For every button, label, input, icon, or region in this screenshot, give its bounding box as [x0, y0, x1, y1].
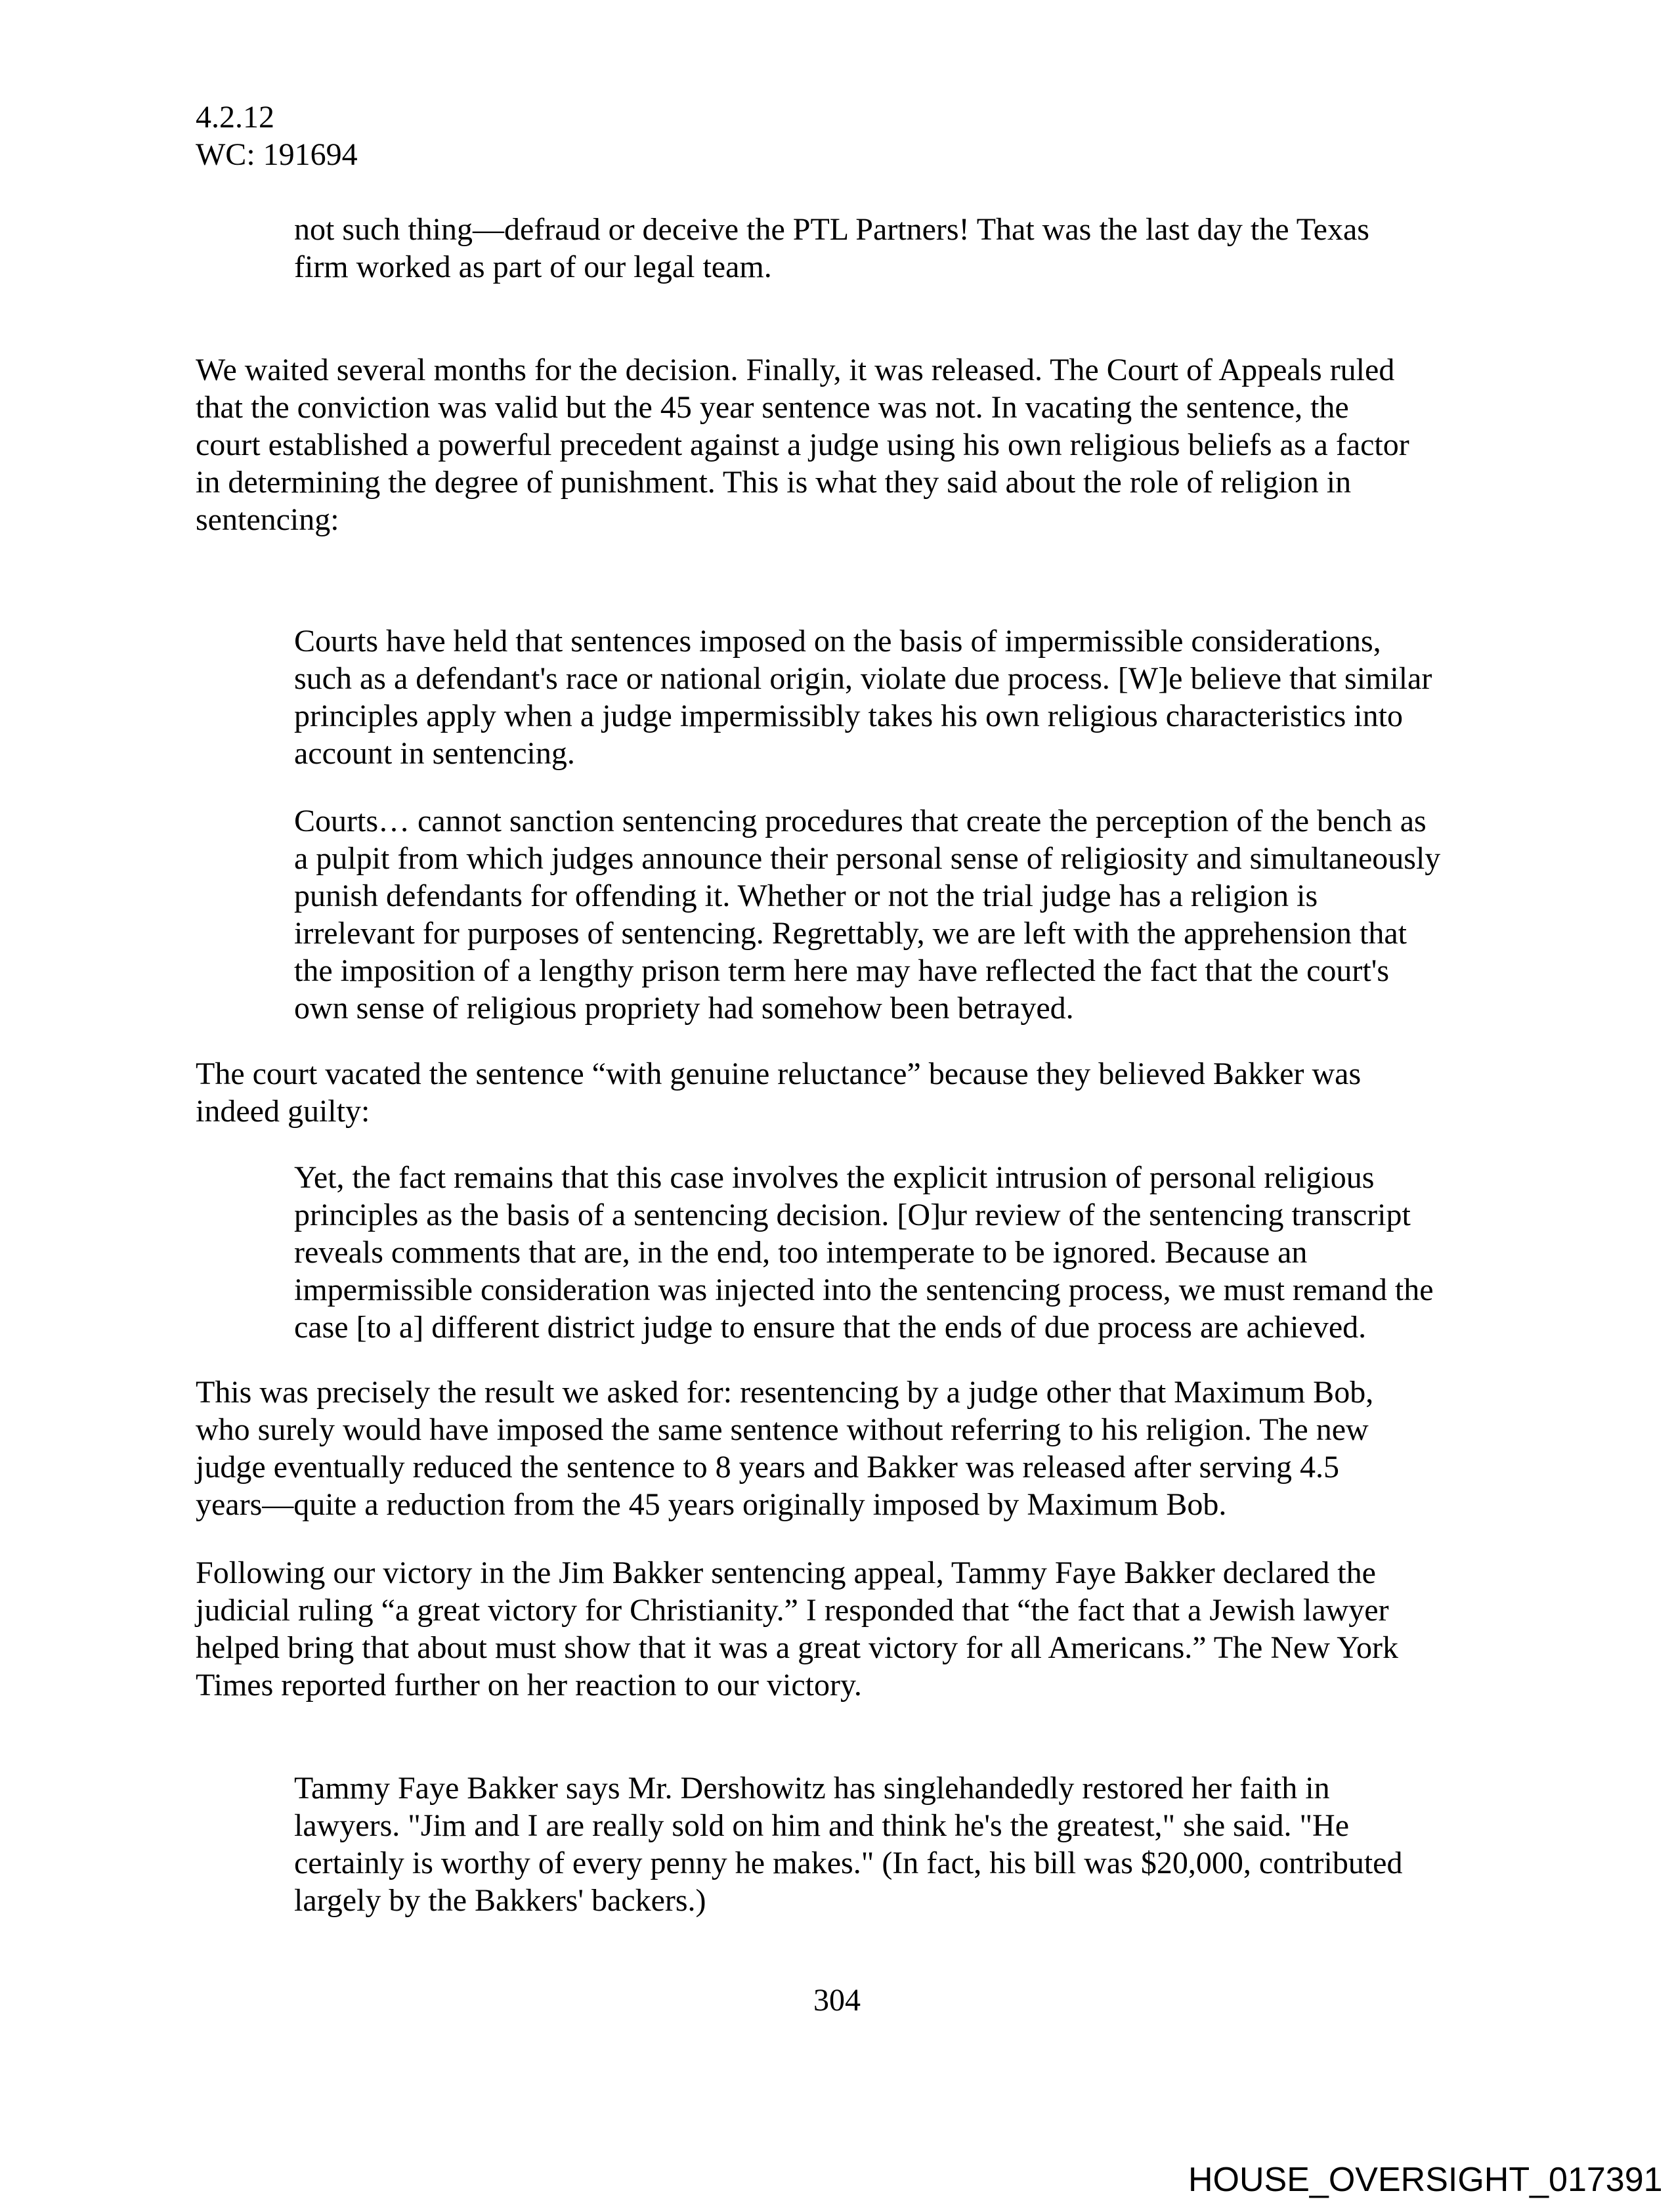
text-line: own sense of religious propriety had somehow been betrayed. — [294, 991, 1074, 1026]
text-line: irrelevant for purposes of sentencing. Regrettably, we are left with the apprehension that — [294, 916, 1407, 951]
text-line: Following our victory in the Jim Bakker sentencing appeal, Tammy Faye Bakker declared the — [196, 1555, 1376, 1590]
bates-number: HOUSE_OVERSIGHT_017391 — [1188, 2161, 1663, 2199]
text-line: firm worked as part of our legal team. — [294, 249, 772, 284]
text-line: the imposition of a lengthy prison term here may have reflected the fact that the court's — [294, 953, 1390, 988]
header-word-count: WC: 191694 — [196, 137, 358, 172]
text-line: a pulpit from which judges announce their personal sense of religiosity and simultaneously — [294, 841, 1441, 876]
text-line: account in sentencing. — [294, 736, 575, 771]
text-line: years—quite a reduction from the 45 years originally imposed by Maximum Bob. — [196, 1487, 1227, 1522]
text-line: certainly is worthy of every penny he makes." (In fact, his bill was $20,000, contributed — [294, 1846, 1403, 1880]
block-quote-tammy — [294, 1769, 1476, 1919]
text-line: impermissible consideration was injected into the sentencing process, we must remand the — [294, 1272, 1434, 1307]
text-line: such as a defendant's race or national origin, violate due process. [W]e believe that similar — [294, 661, 1432, 696]
text-line: court established a powerful precedent against a judge using his own religious beliefs as a factor — [196, 427, 1409, 462]
block-quote-yet — [294, 1159, 1476, 1346]
text-line: sentencing: — [196, 502, 339, 537]
text-line: Yet, the fact remains that this case involves the explicit intrusion of personal religious — [294, 1160, 1375, 1195]
page-number: 304 — [813, 1983, 861, 2018]
text-line: not such thing—defraud or deceive the PTL Partners! That was the last day the Texas — [294, 212, 1369, 247]
text-line: judge eventually reduced the sentence to 8 years and Bakker was released after serving 4.5 — [196, 1450, 1339, 1485]
block-quote-continuation — [294, 211, 1476, 286]
text-line: We waited several months for the decision. Finally, it was released. The Court of Appeals ruled — [196, 353, 1395, 387]
text-line: case [to a] different district judge to ensure that the ends of due process are achieved. — [294, 1310, 1367, 1345]
text-line: largely by the Bakkers' backers.) — [294, 1883, 706, 1918]
text-line: reveals comments that are, in the end, too intemperate to be ignored. Because an — [294, 1235, 1308, 1270]
text-line: Courts… cannot sanction sentencing procedures that create the perception of the bench as — [294, 804, 1427, 838]
text-line: This was precisely the result we asked for: resentencing by a judge other that Maximum Bob, — [196, 1375, 1374, 1410]
text-line: principles apply when a judge impermissibly takes his own religious characteristics into — [294, 699, 1403, 733]
header-date: 4.2.12 — [196, 100, 274, 135]
text-line: lawyers. "Jim and I are really sold on him and think he's the greatest," she said. "He — [294, 1808, 1350, 1843]
text-line: that the conviction was valid but the 45 year sentence was not. In vacating the sentence, the — [196, 390, 1349, 425]
paragraph-vacated — [196, 1055, 1472, 1130]
text-line: Times reported further on her reaction to our victory. — [196, 1668, 862, 1702]
text-line: punish defendants for offending it. Whether or not the trial judge has a religion is — [294, 878, 1318, 913]
block-quote-courts-held — [294, 622, 1476, 772]
text-line: Courts have held that sentences imposed on the basis of impermissible considerations, — [294, 624, 1381, 659]
text-line: principles as the basis of a sentencing decision. [O]ur review of the sentencing transcript — [294, 1198, 1411, 1232]
text-line: The court vacated the sentence “with genuine reluctance” because they believed Bakker was — [196, 1056, 1362, 1091]
text-line: helped bring that about must show that it was a great victory for all Americans.” The New York — [196, 1630, 1399, 1665]
text-line: in determining the degree of punishment. This is what they said about the role of religion in — [196, 465, 1352, 500]
paragraph-decision — [196, 351, 1472, 538]
text-line: indeed guilty: — [196, 1094, 370, 1129]
text-line: who surely would have imposed the same sentence without referring to his religion. The new — [196, 1412, 1369, 1447]
block-quote-courts-cannot — [294, 802, 1476, 1027]
text-line: Tammy Faye Bakker says Mr. Dershowitz has singlehandedly restored her faith in — [294, 1771, 1330, 1806]
header-block — [196, 98, 358, 173]
paragraph-result — [196, 1374, 1472, 1523]
paragraph-following — [196, 1554, 1472, 1704]
text-line: judicial ruling “a great victory for Christianity.” I responded that “the fact that a Jewish lawyer — [196, 1593, 1389, 1628]
